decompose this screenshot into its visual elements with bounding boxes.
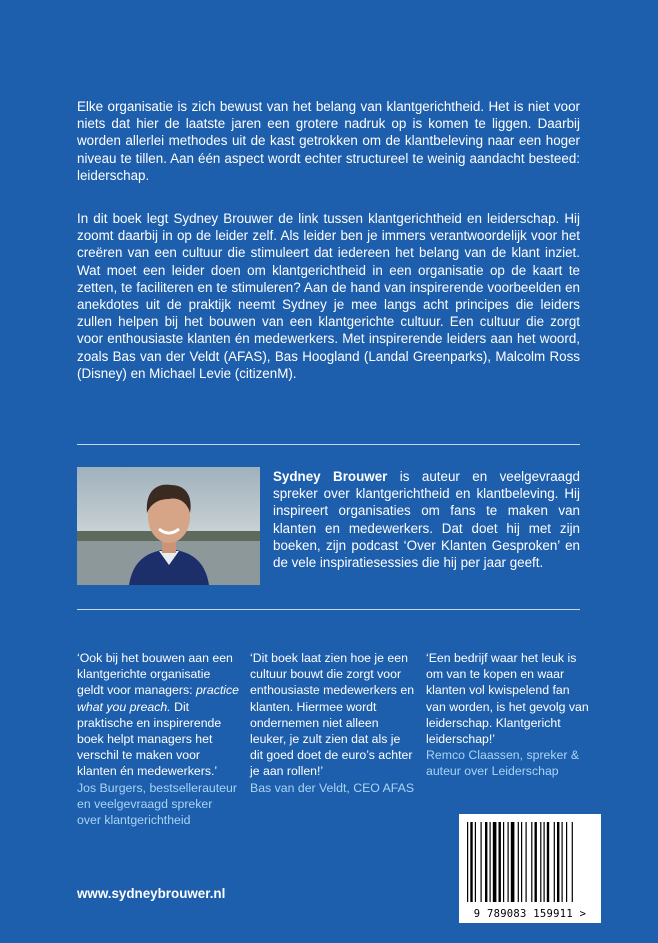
barcode-bars-icon <box>459 814 601 906</box>
barcode-bar <box>511 822 515 902</box>
barcode-bar <box>521 822 522 902</box>
quote-text-italic: practice what you preach. <box>77 683 239 714</box>
barcode-bar <box>572 822 573 902</box>
barcode-bar <box>490 822 491 902</box>
quote-author: Jos Burgers, bestsellerauteur en veelgevraagd spreker over klantgerichtheid <box>77 780 237 828</box>
author-bio-text: is auteur en veelgevraagd spreker over klantgerichtheid en klantbeleving. Hij inspireert organisaties om fans te maken van klanten en medewerkers. Dat doet hij met zijn boeken, zijn podcast ‘Over Klanten Gesproken’ en de vele inspiratiesessies die hij per jaar geeft. <box>273 469 580 571</box>
barcode-bar <box>531 822 532 902</box>
quote-remco-claassen <box>426 650 591 780</box>
barcode-bar <box>562 822 563 902</box>
barcode-bar <box>499 822 501 902</box>
barcode-bar <box>503 822 504 902</box>
barcode-bar <box>544 822 545 902</box>
barcode-bar <box>467 822 468 902</box>
barcode-bar <box>518 822 519 902</box>
quote-text: ‘Dit boek laat zien hoe je een cultuur bouwt die zorgt voor enthousiaste medewerkers en klanten. Hiermee wordt ondernemen niet alleen leuker, je zult zien dat als je dit goed doet de euro’s achter je aan rollen!’ <box>250 651 415 779</box>
quote-text-part: ‘Ook bij het bouwen aan een klantgerichte organisatie geldt voor managers: <box>77 651 233 698</box>
website-url: www.sydneybrouwer.nl <box>77 886 226 901</box>
quote-bas-van-der-veldt <box>250 650 415 796</box>
barcode-bar <box>554 822 555 902</box>
quote-text-part: Dit praktische en inspirerende boek helpt managers het verschil te maken voor klanten én medewerkers.’ <box>77 699 222 779</box>
barcode-bar <box>508 822 509 902</box>
barcode-digits: 9 789083 159911 > <box>473 908 587 920</box>
barcode-bar <box>470 822 472 902</box>
author-name: Sydney Brouwer <box>273 469 388 484</box>
barcode-bar <box>493 822 497 902</box>
divider-bottom <box>77 609 580 610</box>
isbn-barcode <box>459 814 601 923</box>
barcode-bar <box>526 822 527 902</box>
blurb-paragraph-1: Elke organisatie is zich bewust van het belang van klantgerichtheid. Het is niet voor niets dat hier de laatste jaren een grotere nadruk op is komen te liggen. Daarbij worden allerlei methodes uit de kast getrokken om de klantbeleving naar een hoger niveau te tillen. Aan één aspect wordt echter structureel te weinig aandacht besteed: leiderschap. <box>77 99 580 183</box>
barcode-bar <box>566 822 567 902</box>
barcode-bar <box>547 822 549 902</box>
quote-author: Bas van der Veldt, CEO AFAS <box>250 780 415 795</box>
quote-text: ‘Een bedrijf waar het leuk is om van te kopen en waar klanten vol kwispelend fan van worden, is het gevolg van leiderschap. Klantgericht leiderschap!’ <box>426 651 589 747</box>
barcode-bar <box>485 822 487 902</box>
quote-text <box>77 650 239 780</box>
divider-top <box>77 444 580 445</box>
author-photo <box>77 467 260 585</box>
blurb-paragraph-2: In dit boek legt Sydney Brouwer de link tussen klantgerichtheid en leiderschap. Hij zoomt daarbij in op de leider zelf. Als leider ben je immers verantwoordelijk voor het creëren van een cultuur die stimuleert dat iedereen het belang van de klant inziet. Wat moet een leider doen om klantgerichtheid in een organisatie op de kaart te zetten, te faciliteren en te stimuleren? Aan de hand van inspirerende voorbeelden en anekdotes uit de praktijk neemt Sydney je mee langs acht principes die leiders zullen helpen bij het bouwen van een klantgerichte cultuur. Een cultuur die zorgt voor enthousiaste klanten én medewerkers. Met inspirerende leiders aan het woord, zoals Bas van der Veldt (AFAS), Bas Hoogland (Landal Greenparks), Malcolm Ross (Disney) en Michael Levie (citizenM). <box>77 211 580 381</box>
barcode-bar <box>535 822 537 902</box>
barcode-bar <box>557 822 559 902</box>
barcode-bar <box>481 822 482 902</box>
barcode-bar <box>475 822 476 902</box>
quote-author: Remco Claassen, spreker & auteur over Leiderschap <box>426 748 580 779</box>
author-bio <box>273 468 580 571</box>
barcode-bar <box>540 822 541 902</box>
quote-jos-burgers <box>77 650 239 828</box>
